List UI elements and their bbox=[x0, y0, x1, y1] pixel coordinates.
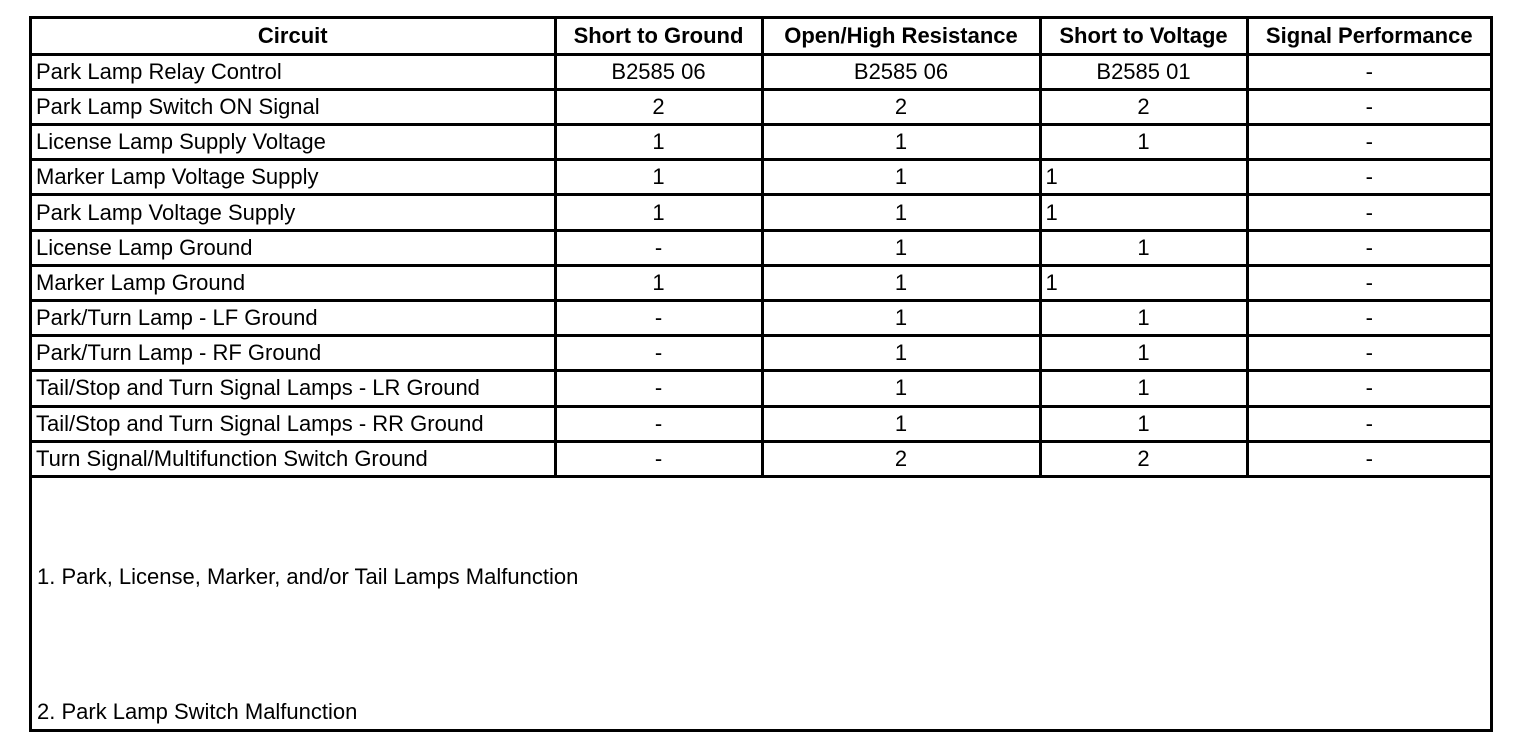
header-signal-performance: Signal Performance bbox=[1247, 19, 1490, 54]
table-row bbox=[32, 125, 1490, 160]
circuit-cell: Marker Lamp Voltage Supply bbox=[32, 160, 555, 195]
open-high-resistance-cell: 1 bbox=[762, 125, 1040, 160]
open-high-resistance-cell: 1 bbox=[762, 230, 1040, 265]
table-row bbox=[32, 406, 1490, 441]
short-to-voltage-cell: 1 bbox=[1040, 406, 1247, 441]
open-high-resistance-cell: 1 bbox=[762, 406, 1040, 441]
short-to-ground-cell: - bbox=[555, 441, 762, 476]
short-to-voltage-cell: B2585 01 bbox=[1040, 54, 1247, 89]
circuit-cell: Park Lamp Voltage Supply bbox=[32, 195, 555, 230]
short-to-voltage-cell: 2 bbox=[1040, 441, 1247, 476]
open-high-resistance-cell: 2 bbox=[762, 441, 1040, 476]
open-high-resistance-cell: 1 bbox=[762, 336, 1040, 371]
short-to-voltage-cell: 1 bbox=[1040, 371, 1247, 406]
signal-performance-cell: - bbox=[1247, 265, 1490, 300]
signal-performance-cell: - bbox=[1247, 406, 1490, 441]
short-to-voltage-cell: 1 bbox=[1040, 125, 1247, 160]
short-to-ground-cell: - bbox=[555, 301, 762, 336]
short-to-ground-cell: 1 bbox=[555, 125, 762, 160]
circuit-cell: License Lamp Ground bbox=[32, 230, 555, 265]
circuit-cell: Marker Lamp Ground bbox=[32, 265, 555, 300]
header-circuit: Circuit bbox=[32, 19, 555, 54]
header-short-to-voltage: Short to Voltage bbox=[1040, 19, 1247, 54]
short-to-ground-cell: 2 bbox=[555, 89, 762, 124]
signal-performance-cell: - bbox=[1247, 301, 1490, 336]
footnote-2: 2. Park Lamp Switch Malfunction bbox=[37, 699, 358, 724]
signal-performance-cell: - bbox=[1247, 371, 1490, 406]
circuit-cell: Park/Turn Lamp - LF Ground bbox=[32, 301, 555, 336]
open-high-resistance-cell: 1 bbox=[762, 371, 1040, 406]
short-to-ground-cell: - bbox=[555, 406, 762, 441]
footnote-1: 1. Park, License, Marker, and/or Tail Lamps Malfunction bbox=[37, 564, 579, 589]
short-to-ground-cell: B2585 06 bbox=[555, 54, 762, 89]
diagnostic-table-frame bbox=[29, 16, 1493, 732]
table-row bbox=[32, 371, 1490, 406]
short-to-ground-cell: 1 bbox=[555, 265, 762, 300]
signal-performance-cell: - bbox=[1247, 195, 1490, 230]
table-row bbox=[32, 336, 1490, 371]
short-to-voltage-cell: 2 bbox=[1040, 89, 1247, 124]
header-short-to-ground: Short to Ground bbox=[555, 19, 762, 54]
open-high-resistance-cell: 1 bbox=[762, 160, 1040, 195]
table-row bbox=[32, 89, 1490, 124]
short-to-voltage-cell: 1 bbox=[1040, 230, 1247, 265]
short-to-ground-cell: - bbox=[555, 371, 762, 406]
signal-performance-cell: - bbox=[1247, 336, 1490, 371]
circuit-cell: License Lamp Supply Voltage bbox=[32, 125, 555, 160]
short-to-ground-cell: 1 bbox=[555, 160, 762, 195]
short-to-voltage-cell: 1 bbox=[1040, 265, 1247, 300]
open-high-resistance-cell: 1 bbox=[762, 301, 1040, 336]
table-row bbox=[32, 265, 1490, 300]
open-high-resistance-cell: B2585 06 bbox=[762, 54, 1040, 89]
circuit-cell: Park Lamp Switch ON Signal bbox=[32, 89, 555, 124]
signal-performance-cell: - bbox=[1247, 160, 1490, 195]
short-to-voltage-cell: 1 bbox=[1040, 336, 1247, 371]
table-row bbox=[32, 230, 1490, 265]
circuit-cell: Tail/Stop and Turn Signal Lamps - RR Ground bbox=[32, 406, 555, 441]
table-row bbox=[32, 195, 1490, 230]
short-to-voltage-cell: 1 bbox=[1040, 301, 1247, 336]
short-to-voltage-cell: 1 bbox=[1040, 160, 1247, 195]
signal-performance-cell: - bbox=[1247, 89, 1490, 124]
table-row bbox=[32, 441, 1490, 476]
header-open-high-resistance: Open/High Resistance bbox=[762, 19, 1040, 54]
signal-performance-cell: - bbox=[1247, 441, 1490, 476]
circuit-fault-table bbox=[32, 19, 1490, 478]
header-row bbox=[32, 19, 1490, 54]
circuit-cell: Park/Turn Lamp - RF Ground bbox=[32, 336, 555, 371]
circuit-cell: Tail/Stop and Turn Signal Lamps - LR Ground bbox=[32, 371, 555, 406]
table-row bbox=[32, 301, 1490, 336]
short-to-ground-cell: - bbox=[555, 230, 762, 265]
open-high-resistance-cell: 2 bbox=[762, 89, 1040, 124]
table-row bbox=[32, 160, 1490, 195]
open-high-resistance-cell: 1 bbox=[762, 265, 1040, 300]
circuit-cell: Turn Signal/Multifunction Switch Ground bbox=[32, 441, 555, 476]
table-row bbox=[32, 54, 1490, 89]
signal-performance-cell: - bbox=[1247, 230, 1490, 265]
short-to-voltage-cell: 1 bbox=[1040, 195, 1247, 230]
open-high-resistance-cell: 1 bbox=[762, 195, 1040, 230]
short-to-ground-cell: 1 bbox=[555, 195, 762, 230]
signal-performance-cell: - bbox=[1247, 54, 1490, 89]
circuit-cell: Park Lamp Relay Control bbox=[32, 54, 555, 89]
notes-section bbox=[32, 557, 1490, 729]
short-to-ground-cell: - bbox=[555, 336, 762, 371]
signal-performance-cell: - bbox=[1247, 125, 1490, 160]
